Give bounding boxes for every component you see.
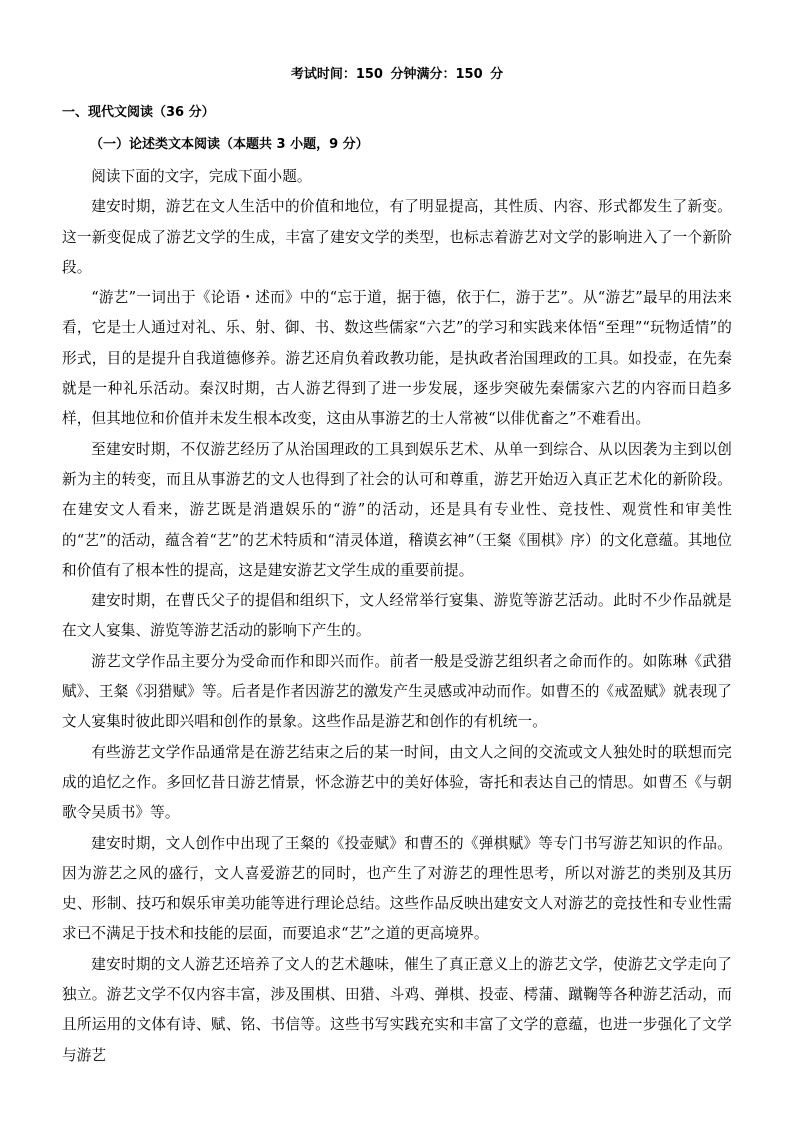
paragraph: 游艺文学作品主要分为受命而作和即兴而作。前者一般是受游艺组织者之命而作的。如陈琳《武猎赋》、王粲《羽猎赋》等。后者是作者因游艺的激发产生灵感或冲动而作。如曹丕的《戒盈赋》就表现了文人宴集时彼此即兴唱和创作的景象。这些作品是游艺和创作的有机统一。 (62, 652, 732, 731)
subsection-title: （一）论述类文本阅读（本题共 3 小题，9 分） (90, 137, 369, 152)
paragraph: 建安时期，文人创作中出现了王粲的《投壶赋》和曹丕的《弹棋赋》等专门书写游艺知识的作品。因为游艺之风的盛行，文人喜爱游艺的同时，也产生了对游艺的理性思考，所以对游艺的类别及其历史、形制、技巧和娱乐审美功能等进行理论总结。这些作品反映出建安文人对游艺的竞技性和专业性需求已不满足于技术和技能的层面，而要追求“艺”之道的更高境界。 (62, 834, 732, 943)
paragraph: 建安时期，游艺在文人生活中的价值和地位，有了明显提高，其性质、内容、形式都发生了新变。这一新变促成了游艺文学的生成，丰富了建安文学的类型，也标志着游艺对文学的影响进入了一个新阶段。 (62, 198, 732, 276)
paragraph: 建安时期的文人游艺还培养了文人的艺术趣味，催生了真正意义上的游艺文学，使游艺文学走向了独立。游艺文学不仅内容丰富，涉及围棋、田猎、斗鸡、弹棋、投壶、樗蒲、蹴鞠等各种游艺活动，而且所运用的文体有诗、赋、铭、书信等。这些书写实践充实和丰富了文学的意蕴，也进一步强化了文学与游艺 (62, 955, 732, 1064)
paragraph: “游艺”一词出于《论语・述而》中的“忘于道，据于德，依于仁，游于艺”。从“游艺”最早的用法来看，它是士人通过对礼、乐、射、御、书、数这些儒家“六艺”的学习和实践来体悟“至理”“玩物适情”的形式，目的是提升自我道德修养。游艺还肩负着政教功能，是执政者治国理政的工具。如投壶，在先秦就是一种礼乐活动。秦汉时期，古人游艺得到了进一步发展，逐步突破先秦儒家六艺的内容而日趋多样，但其地位和价值并未发生根本改变，这由从事游艺的士人常被“以俳优畜之”不难看出。 (62, 289, 732, 428)
exam-time-score: 考试时间：150 分钟满分：150 分 (290, 67, 504, 82)
paragraph: 有些游艺文学作品通常是在游艺结束之后的某一时间，由文人之间的交流或文人独处时的联想而完成的追忆之作。多回忆昔日游艺情景，怀念游艺中的美好体验，寄托和表达自己的情思。如曹丕《与朝歌令吴质书》等。 (62, 743, 732, 822)
reading-passage (62, 162, 732, 1071)
paragraph-instruction: 阅读下面的文字，完成下面小题。 (91, 168, 312, 185)
paragraph: 建安时期，在曹氏父子的提倡和组织下，文人经常举行宴集、游览等游艺活动。此时不少作品就是在文人宴集、游览等游艺活动的影响下产生的。 (62, 592, 732, 640)
paragraph: 至建安时期，不仅游艺经历了从治国理政的工具到娱乐艺术、从单一到综合、从以因袭为主到以创新为主的转变，而且从事游艺的文人也得到了社会的认可和尊重，游艺开始迈入真正艺术化的新阶段。在建安文人看来，游艺既是消遣娱乐的“游”的活动，还是具有专业性、竞技性、观赏性和审美性的“艺”的活动，蕴含着“艺”的艺术特质和“清灵体道，稽谟玄神”（王粲《围棋》序）的文化意蕴。其地位和价值有了根本性的提高，这是建安游艺文学生成的重要前提。 (62, 440, 732, 579)
section-title: 一、现代文阅读（36 分） (62, 105, 215, 120)
